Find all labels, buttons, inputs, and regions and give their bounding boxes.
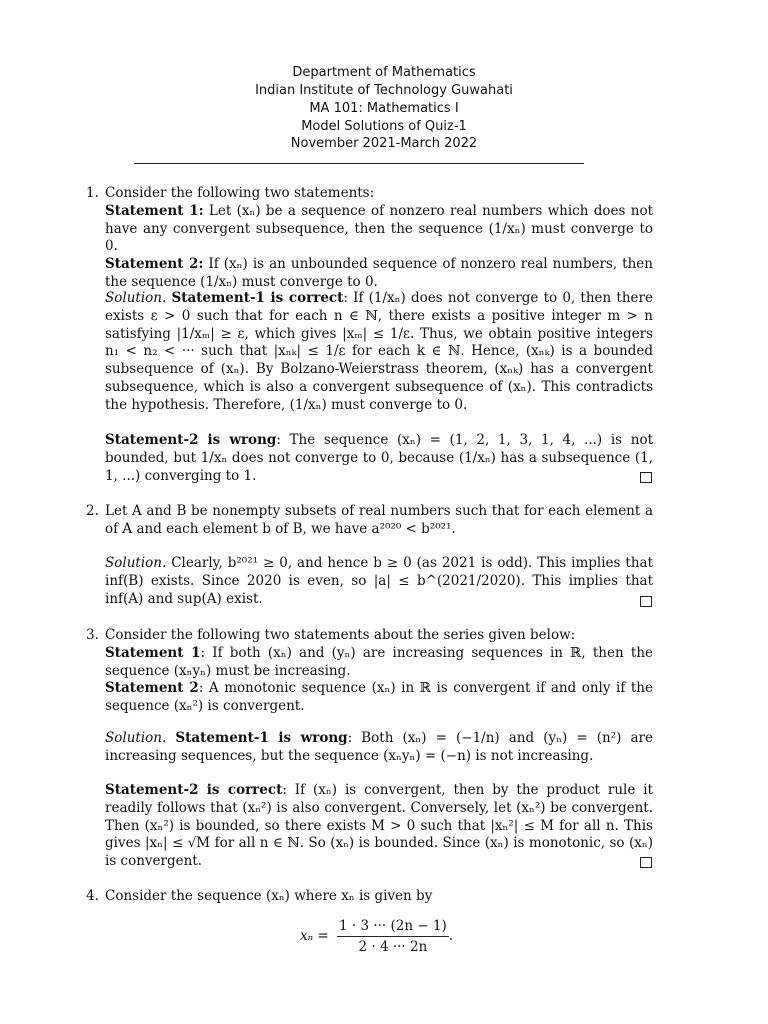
question-3 — [105, 627, 653, 716]
question-number: 4. — [86, 888, 99, 904]
formula-numerator: 1 · 3 ··· (2n − 1) — [337, 918, 449, 937]
statement-1: Statement 1: If both (xₙ) and (yₙ) are increasing sequences in ℝ, then the sequence (xₙyₙ) must be increasing. — [105, 644, 653, 679]
qed-square-icon — [640, 857, 652, 868]
question-2: Let A and B be nonempty subsets of real numbers such that for each element a of A and each element b of B, we have a²⁰²⁰ < b²⁰²¹. — [105, 503, 653, 537]
qed-square-icon — [640, 596, 652, 607]
statement-2: Statement 2: A monotonic sequence (xₙ) in ℝ is convergent if and only if the sequence (xₙ²) is convergent. — [105, 680, 653, 715]
period-label: November 2021-March 2022 — [290, 136, 478, 151]
qed-square-icon — [640, 472, 652, 483]
question-intro: Consider the following two statements about the series given below: — [105, 627, 576, 643]
sequence-formula — [300, 918, 453, 955]
statement-2: Statement 2: If (xₙ) is an unbounded sequence of nonzero real numbers, then the sequence (1/xₙ) must converge to 0. — [105, 256, 653, 290]
solution-2: Solution. Clearly, b²⁰²¹ ≥ 0, and hence b ≥ 0 (as 2021 is odd). This implies that inf(B) exists. Since 2020 is even, so |a| ≤ b^(2021/2020). This implies that inf(A) and sup(A) exist. — [105, 555, 653, 607]
question-intro: Consider the following two statements: — [105, 185, 375, 201]
solution-3b: Statement-2 is correct: If (xₙ) is convergent, then by the product rule it readily follows that (xₙ²) is also convergent. Conversely, let (xₙ²) be convergent. Then (xₙ²) is bounded, so there exists M > 0 such that |xₙ²| ≤ M for all n. This gives |xₙ| ≤ √M for all n ∈ ℕ. So (xₙ) is bounded. Since (xₙ) is monotonic, so (xₙ) is convergent. — [105, 782, 653, 870]
document-title: Model Solutions of Quiz-1 — [301, 119, 467, 134]
question-number: 3. — [86, 627, 99, 643]
solution-1a: Solution. Statement-1 is correct: If (1/xₙ) does not converge to 0, then there exists ε > 0 such that for each n ∈ ℕ, there exists a positive integer m > n satisfying |1/xₘ| ≥ ε, which gives |xₘ| ≤ 1/ε. Thus, we obtain positive integers n₁ < n₂ < ··· such that |xₙₖ| ≤ 1/ε for each k ∈ ℕ. Hence, (xₙₖ) is a bounded subsequence of (xₙ). By Bolzano-Weierstrass theorem, (xₙₖ) has a convergent subsequence, which is also a convergent subsequence of (xₙ). This contradicts the hypothesis. Therefore, (1/xₙ) must converge to 0. — [105, 290, 653, 413]
question-1 — [105, 185, 653, 292]
solution-1b: Statement-2 is wrong: The sequence (xₙ) = (1, 2, 1, 3, 1, 4, ...) is not bounded, but 1/xₙ does not converge to 0, because (1/xₙ) has a subsequence (1, 1, ...) converging to 1. — [105, 432, 653, 484]
header-divider — [134, 163, 584, 164]
question-number: 2. — [86, 503, 99, 519]
solution-3a: Solution. Statement-1 is wrong: Both (xₙ) = (−1/n) and (yₙ) = (n²) are increasing sequences, but the sequence (xₙyₙ) = (−n) is not increasing. — [105, 730, 653, 764]
institute-name: Indian Institute of Technology Guwahati — [255, 83, 513, 98]
formula-lhs: xₙ = — [300, 928, 329, 944]
formula-denominator: 2 · 4 ··· 2n — [358, 939, 428, 955]
formula-end: . — [448, 928, 454, 944]
formula-fraction — [337, 918, 449, 955]
question-number: 1. — [86, 185, 99, 201]
question-4: Consider the sequence (xₙ) where xₙ is given by — [105, 888, 433, 904]
statement-1: Statement 1: Let (xₙ) be a sequence of nonzero real numbers which does not have any convergent subsequence, then the sequence (1/xₙ) must converge to 0. — [105, 202, 654, 255]
department-name: Department of Mathematics — [292, 65, 476, 80]
course-title: MA 101: Mathematics I — [309, 101, 459, 116]
